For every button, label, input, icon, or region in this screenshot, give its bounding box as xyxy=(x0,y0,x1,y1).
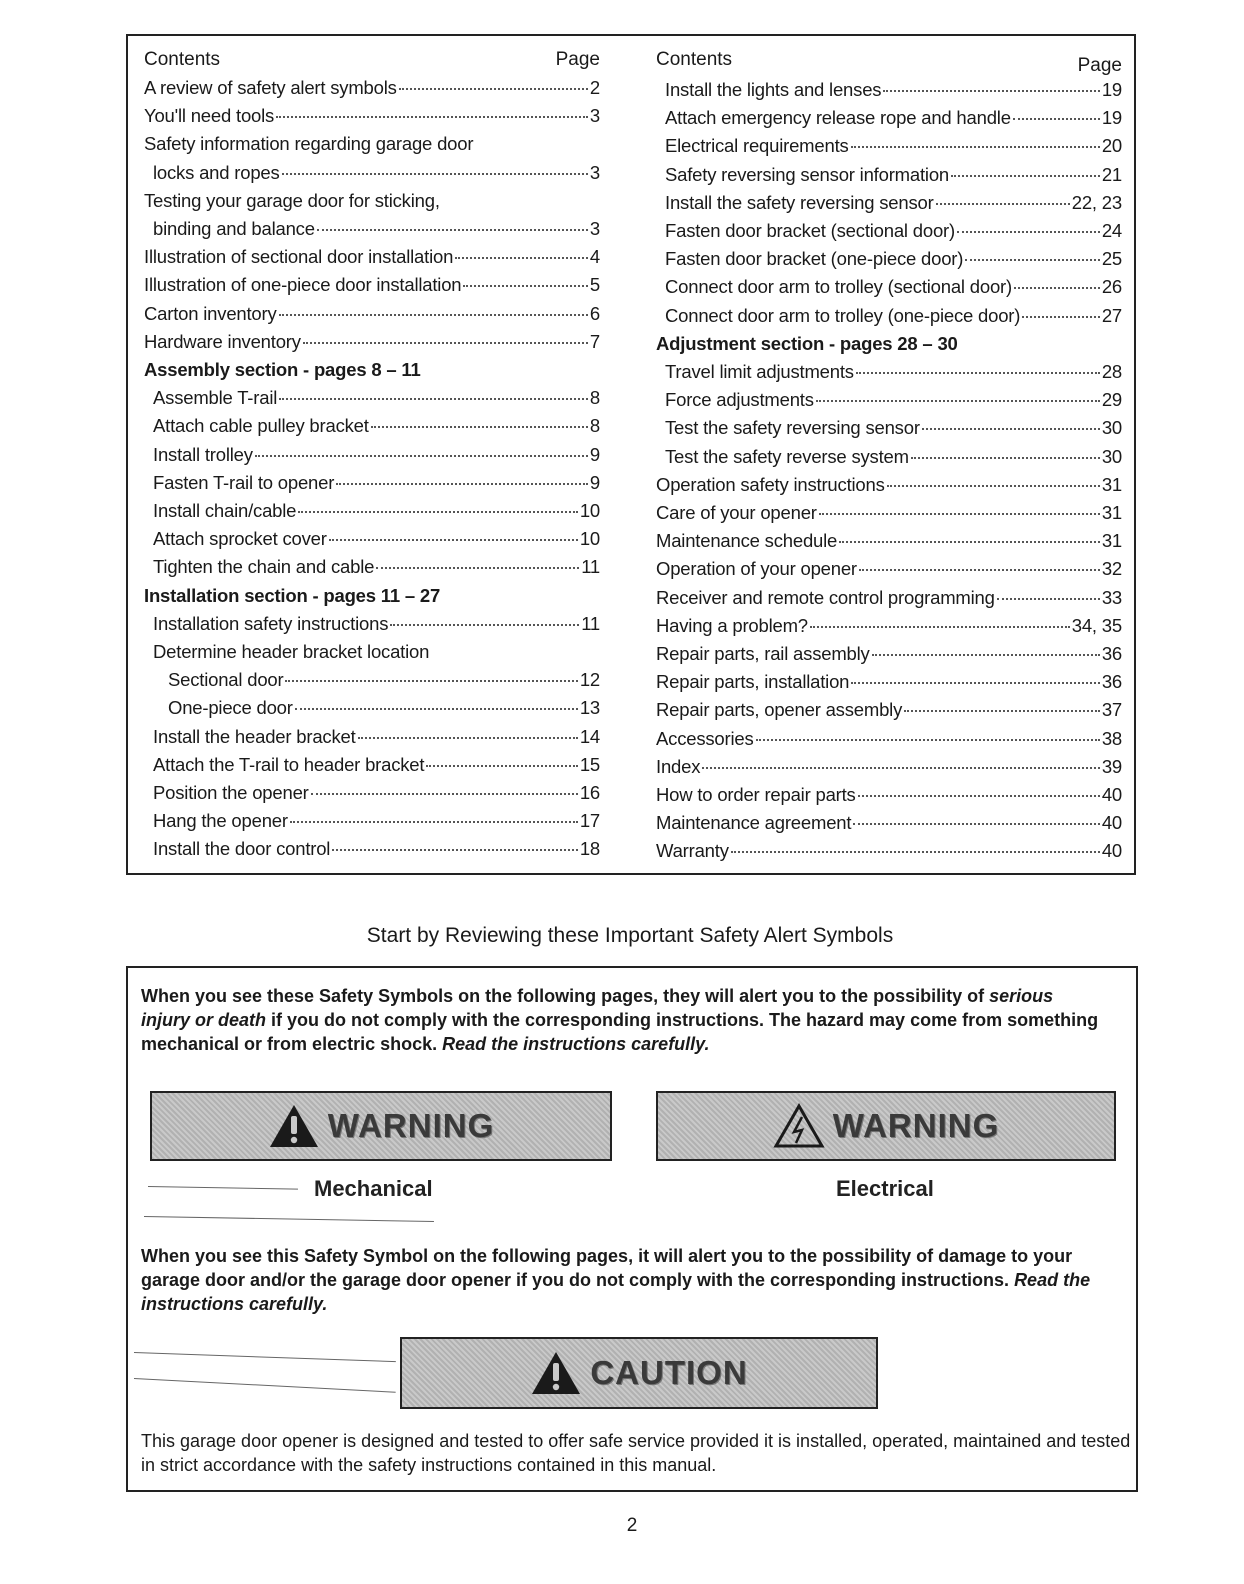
toc-entry-title: Install chain/cable xyxy=(153,500,297,522)
toc-entry-line xyxy=(144,130,600,158)
dot-leader xyxy=(1022,316,1100,318)
dot-leader xyxy=(298,511,578,513)
toc-entry xyxy=(144,497,600,525)
toc-entry-page: 18 xyxy=(579,838,600,860)
toc-entry-title: Sectional door xyxy=(168,669,284,691)
dot-leader xyxy=(282,173,588,175)
toc-entry-page: 31 xyxy=(1101,530,1122,552)
dot-leader xyxy=(997,598,1100,600)
toc-entry xyxy=(656,668,1122,696)
toc-entry-title: Tighten the chain and cable xyxy=(153,556,375,578)
toc-header xyxy=(144,46,600,74)
toc-entry-title: Fasten door bracket (one-piece door) xyxy=(665,248,964,270)
toc-entry xyxy=(144,74,600,102)
toc-entry-page: 2 xyxy=(589,77,600,98)
toc-entry-page: 8 xyxy=(589,415,600,437)
toc-entry xyxy=(656,414,1122,442)
toc-entry-title: Testing your garage door for sticking, xyxy=(144,189,440,211)
toc-entry-page: 3 xyxy=(589,161,600,183)
warning-triangle-icon xyxy=(268,1103,320,1149)
toc-entry-title: Attach cable pulley bracket xyxy=(153,415,369,437)
dot-leader xyxy=(317,229,588,231)
toc-entry-page: 11 xyxy=(581,556,600,578)
toc-entry xyxy=(656,696,1122,724)
toc-entry-page: 9 xyxy=(589,471,600,493)
toc-entry xyxy=(656,245,1122,273)
toc-entry-line xyxy=(144,187,600,215)
toc-entry-page: 27 xyxy=(1101,304,1122,326)
toc-entry xyxy=(144,723,600,751)
toc-entry-title: Connect door arm to trolley (sectional door) xyxy=(665,276,1012,298)
toc-entry xyxy=(656,358,1122,386)
toc-entry-page: 4 xyxy=(589,246,600,268)
toc-entry-title: Receiver and remote control programming xyxy=(656,586,995,608)
toc-entry xyxy=(144,243,600,271)
scribble-line xyxy=(134,1352,396,1362)
dot-leader xyxy=(702,767,1100,769)
scribble-line xyxy=(148,1186,298,1190)
toc-entry-title: Maintenance schedule xyxy=(656,530,838,552)
toc-entry-page: 25 xyxy=(1101,248,1122,270)
toc-entry-title: Determine header bracket location xyxy=(153,641,430,663)
dot-leader xyxy=(295,708,578,710)
toc-section-heading xyxy=(144,356,600,384)
toc-entry-title: Safety reversing sensor information xyxy=(665,163,949,185)
toc-entry-page: 40 xyxy=(1101,812,1122,834)
toc-entry-page: 32 xyxy=(1101,558,1122,580)
toc-entry-title: Adjustment section - pages 28 – 30 xyxy=(656,332,958,354)
toc-entry-page: 17 xyxy=(579,810,600,832)
toc-entry-page: 12 xyxy=(579,669,600,691)
toc-entry xyxy=(656,161,1122,189)
toc-entry-title: Warranty xyxy=(656,840,729,862)
toc-entry xyxy=(144,694,600,722)
toc-entry-title: Fasten door bracket (sectional door) xyxy=(665,220,955,242)
dot-leader xyxy=(329,539,578,541)
toc-entry-page: 21 xyxy=(1101,163,1122,185)
toc-entry-title: Position the opener xyxy=(153,782,309,804)
toc-entry-page: 29 xyxy=(1101,389,1122,411)
toc-entry xyxy=(656,471,1122,499)
toc-entry xyxy=(656,640,1122,668)
toc-entry xyxy=(144,300,600,328)
dot-leader xyxy=(399,88,588,90)
dot-leader xyxy=(839,541,1100,543)
toc-entry-page: 19 xyxy=(1101,79,1122,100)
toc-entry-title: Repair parts, opener assembly xyxy=(656,699,903,721)
dot-leader xyxy=(816,400,1100,402)
toc-entry-title: Index xyxy=(656,755,701,777)
dot-leader xyxy=(951,175,1100,177)
toc-section-heading xyxy=(656,330,1122,358)
dot-leader xyxy=(859,569,1100,571)
toc-entry-title: Hardware inventory xyxy=(144,330,301,352)
safety-intro-text xyxy=(141,984,1101,1056)
toc-entry-title: Electrical requirements xyxy=(665,135,849,157)
toc-entry-page: 34, 35 xyxy=(1071,614,1122,636)
intro-read-carefully: Read the instructions carefully. xyxy=(442,1034,710,1054)
toc-entry-title: A review of safety alert symbols xyxy=(144,77,397,98)
toc-entry-title: Operation of your opener xyxy=(656,558,857,580)
toc-entry xyxy=(144,751,600,779)
dot-leader xyxy=(731,851,1100,853)
toc-entry-page: 26 xyxy=(1101,276,1122,298)
toc-left-column xyxy=(144,46,600,864)
toc-entry-page: 10 xyxy=(579,528,600,550)
toc-entry xyxy=(656,217,1122,245)
toc-entry xyxy=(144,271,600,299)
toc-entry-page: 31 xyxy=(1101,502,1122,524)
warning-label: WARNING xyxy=(832,1107,1000,1144)
toc-entry-page: 6 xyxy=(589,302,600,324)
damage-part1: When you see this Safety Symbol on the following pages, it will alert you to the possibility of damage to your garage door and/or the garage door opener if you do not comply with the corresponding instructions. xyxy=(141,1246,1073,1290)
toc-entry-title: Attach the T-rail to header bracket xyxy=(153,753,425,775)
dot-leader xyxy=(376,567,579,569)
toc-header-title: Contents xyxy=(656,49,733,70)
dot-leader xyxy=(911,457,1100,459)
toc-entry xyxy=(656,132,1122,160)
dot-leader xyxy=(936,203,1070,205)
toc-entry-title: Operation safety instructions xyxy=(656,473,885,495)
toc-entry xyxy=(656,781,1122,809)
dot-leader xyxy=(887,485,1100,487)
toc-entry xyxy=(656,443,1122,471)
toc-entry-title: Hang the opener xyxy=(153,810,288,832)
toc-entry xyxy=(656,612,1122,640)
toc-entry xyxy=(144,412,600,440)
dot-leader xyxy=(371,426,588,428)
safety-footer-text: This garage door opener is designed and tested to offer safe service provided it is installed, operated, maintained and tested in strict accordance with the safety instructions contained in this manual. xyxy=(141,1431,1131,1475)
dot-leader xyxy=(311,793,578,795)
toc-entry-title: One-piece door xyxy=(168,697,293,719)
toc-entry xyxy=(144,610,600,638)
toc-entry-title: Travel limit adjustments xyxy=(665,361,854,383)
toc-entry xyxy=(144,553,600,581)
table-of-contents xyxy=(126,34,1136,875)
dot-leader xyxy=(463,285,588,287)
toc-entry-title: Install the door control xyxy=(153,838,331,860)
toc-entry-page: 19 xyxy=(1101,107,1122,129)
safety-section-title: Start by Reviewing these Important Safety Alert Symbols xyxy=(366,924,894,947)
toc-entry-title: Having a problem? xyxy=(656,614,808,636)
toc-entry-page: 20 xyxy=(1101,135,1122,157)
toc-entry-title: Safety information regarding garage door xyxy=(144,133,474,155)
toc-entry-title: Test the safety reversing sensor xyxy=(665,417,920,439)
toc-entry-title: Test the safety reverse system xyxy=(665,445,909,467)
toc-entry-title: Maintenance agreement xyxy=(656,812,852,834)
dot-leader xyxy=(290,821,578,823)
toc-entry-title: Repair parts, rail assembly xyxy=(656,643,870,665)
toc-entry xyxy=(144,215,600,243)
toc-entry xyxy=(144,807,600,835)
toc-entry xyxy=(144,835,600,863)
toc-entry-page: 10 xyxy=(579,500,600,522)
dot-leader xyxy=(858,795,1100,797)
toc-entry-title: Install the lights and lenses xyxy=(665,79,882,100)
dot-leader xyxy=(810,626,1070,628)
caution-label: CAUTION xyxy=(590,1354,748,1391)
toc-entry-page: 24 xyxy=(1101,220,1122,242)
toc-entry xyxy=(144,441,600,469)
dot-leader xyxy=(455,257,588,259)
toc-entry xyxy=(656,837,1122,865)
toc-entry-page: 39 xyxy=(1101,755,1122,777)
dot-leader xyxy=(279,398,588,400)
toc-entry-page: 16 xyxy=(579,782,600,804)
toc-entry-title: Installation section - pages 11 – 27 xyxy=(144,584,441,606)
toc-entry-title: Force adjustments xyxy=(665,389,814,411)
toc-entry-page: 40 xyxy=(1101,784,1122,806)
dot-leader xyxy=(336,483,588,485)
dot-leader xyxy=(872,654,1100,656)
dot-leader xyxy=(853,823,1099,825)
toc-entry-title: Care of your opener xyxy=(656,502,817,524)
toc-entry-title: Illustration of one-piece door installation xyxy=(144,274,462,296)
toc-header-title: Contents xyxy=(144,49,221,70)
toc-entry-title: Attach emergency release rope and handle xyxy=(665,107,1011,129)
toc-entry xyxy=(144,159,600,187)
intro-part2: if you do not comply with the corresponding instructions. The hazard may come from something mechanical or from electric shock. xyxy=(141,1010,1099,1054)
toc-entry xyxy=(656,189,1122,217)
toc-entry xyxy=(144,666,600,694)
page-number: 2 xyxy=(626,1515,638,1536)
toc-entry-title: Assemble T-rail xyxy=(153,387,278,409)
toc-entry xyxy=(656,273,1122,301)
dot-leader xyxy=(285,680,577,682)
toc-entry-title: Fasten T-rail to opener xyxy=(153,471,335,493)
toc-entry xyxy=(656,725,1122,753)
toc-entry xyxy=(144,525,600,553)
toc-entry xyxy=(144,469,600,497)
dot-leader xyxy=(1014,287,1100,289)
toc-section-heading xyxy=(144,582,600,610)
dot-leader xyxy=(255,455,588,457)
toc-entry-title: Accessories xyxy=(656,727,754,749)
mechanical-caption: Mechanical xyxy=(314,1176,433,1201)
toc-entry-page: 13 xyxy=(579,697,600,719)
toc-entry-page: 14 xyxy=(579,725,600,747)
caution-sign xyxy=(400,1337,878,1409)
toc-entry xyxy=(144,102,600,130)
toc-entry-page: 11 xyxy=(581,612,600,634)
electrical-caption: Electrical xyxy=(836,1176,934,1201)
toc-entry-page: 36 xyxy=(1101,671,1122,693)
toc-entry-title: Carton inventory xyxy=(144,302,277,324)
toc-entry-title: Illustration of sectional door installation xyxy=(144,246,454,268)
toc-entry xyxy=(656,76,1122,104)
dot-leader xyxy=(332,849,578,851)
toc-header xyxy=(656,46,1122,74)
toc-entry-title: Assembly section - pages 8 – 11 xyxy=(144,359,421,381)
toc-entry-title: Install trolley xyxy=(153,443,253,465)
toc-entry-page: 15 xyxy=(579,753,600,775)
toc-entry-page: 40 xyxy=(1101,840,1122,862)
dot-leader xyxy=(279,314,588,316)
toc-entry xyxy=(656,809,1122,837)
dot-leader xyxy=(904,710,1100,712)
warning-label: WARNING xyxy=(327,1107,495,1144)
dot-leader xyxy=(358,737,578,739)
intro-emphasis: serious injury or death xyxy=(141,986,1054,1030)
dot-leader xyxy=(965,259,1100,261)
toc-entry-title: Attach sprocket cover xyxy=(153,528,327,550)
toc-entry-title: Install the header bracket xyxy=(153,725,356,747)
toc-entry-page: 9 xyxy=(589,443,600,465)
toc-entry-page: 22, 23 xyxy=(1071,191,1122,213)
toc-entry xyxy=(656,499,1122,527)
toc-entry xyxy=(144,328,600,356)
toc-entry xyxy=(656,527,1122,555)
toc-entry xyxy=(144,638,600,666)
toc-header-page: Page xyxy=(1077,55,1122,76)
toc-entry-page: 28 xyxy=(1101,361,1122,383)
dot-leader xyxy=(883,90,1099,92)
dot-leader xyxy=(276,116,588,118)
toc-entry-page: 31 xyxy=(1101,473,1122,495)
intro-part1: When you see these Safety Symbols on the following pages, they will alert you to the possibility of xyxy=(141,986,990,1006)
dot-leader xyxy=(819,513,1100,515)
toc-entry-title: Installation safety instructions xyxy=(153,612,389,634)
safety-alert-box xyxy=(126,966,1138,1492)
toc-entry-page: 30 xyxy=(1101,445,1122,467)
toc-entry xyxy=(656,302,1122,330)
dot-leader xyxy=(957,231,1100,233)
toc-entry xyxy=(656,555,1122,583)
toc-entry-title: locks and ropes xyxy=(153,161,280,183)
toc-entry-page: 37 xyxy=(1101,699,1122,721)
toc-entry-title: Repair parts, installation xyxy=(656,671,850,693)
toc-entry xyxy=(656,584,1122,612)
warning-mechanical-sign xyxy=(150,1091,612,1161)
toc-entry-page: 3 xyxy=(589,218,600,240)
dot-leader xyxy=(303,342,588,344)
caution-triangle-icon xyxy=(530,1350,582,1396)
dot-leader xyxy=(390,624,579,626)
toc-entry-title: You'll need tools xyxy=(144,105,275,127)
toc-entry-page: 8 xyxy=(589,387,600,409)
toc-entry-page: 33 xyxy=(1101,586,1122,608)
toc-entry-page: 5 xyxy=(589,274,600,296)
toc-entry-page: 36 xyxy=(1101,643,1122,665)
toc-entry xyxy=(656,104,1122,132)
damage-read-carefully: Read the instructions carefully. xyxy=(141,1270,1091,1314)
toc-entry-title: How to order repair parts xyxy=(656,784,856,806)
damage-notice-text xyxy=(141,1244,1116,1316)
toc-header-page: Page xyxy=(555,49,600,70)
toc-entry-page: 30 xyxy=(1101,417,1122,439)
dot-leader xyxy=(1013,118,1100,120)
toc-entry-page: 7 xyxy=(589,330,600,352)
toc-entry xyxy=(144,384,600,412)
toc-right-column xyxy=(656,46,1122,866)
scribble-line xyxy=(134,1378,396,1393)
toc-entry xyxy=(656,386,1122,414)
dot-leader xyxy=(851,682,1100,684)
toc-entry xyxy=(144,779,600,807)
toc-entry-title: Connect door arm to trolley (one-piece door) xyxy=(665,304,1021,326)
dot-leader xyxy=(856,372,1100,374)
dot-leader xyxy=(922,428,1100,430)
dot-leader xyxy=(426,765,577,767)
dot-leader xyxy=(756,739,1100,741)
dot-leader xyxy=(851,146,1100,148)
toc-entry xyxy=(656,753,1122,781)
toc-entry-title: Install the safety reversing sensor xyxy=(665,191,934,213)
electrical-hazard-icon xyxy=(773,1103,825,1149)
toc-entry-page: 38 xyxy=(1101,727,1122,749)
scribble-line xyxy=(144,1216,434,1222)
warning-electrical-sign xyxy=(656,1091,1116,1161)
toc-entry-title: binding and balance xyxy=(153,218,315,240)
toc-entry-page: 3 xyxy=(589,105,600,127)
